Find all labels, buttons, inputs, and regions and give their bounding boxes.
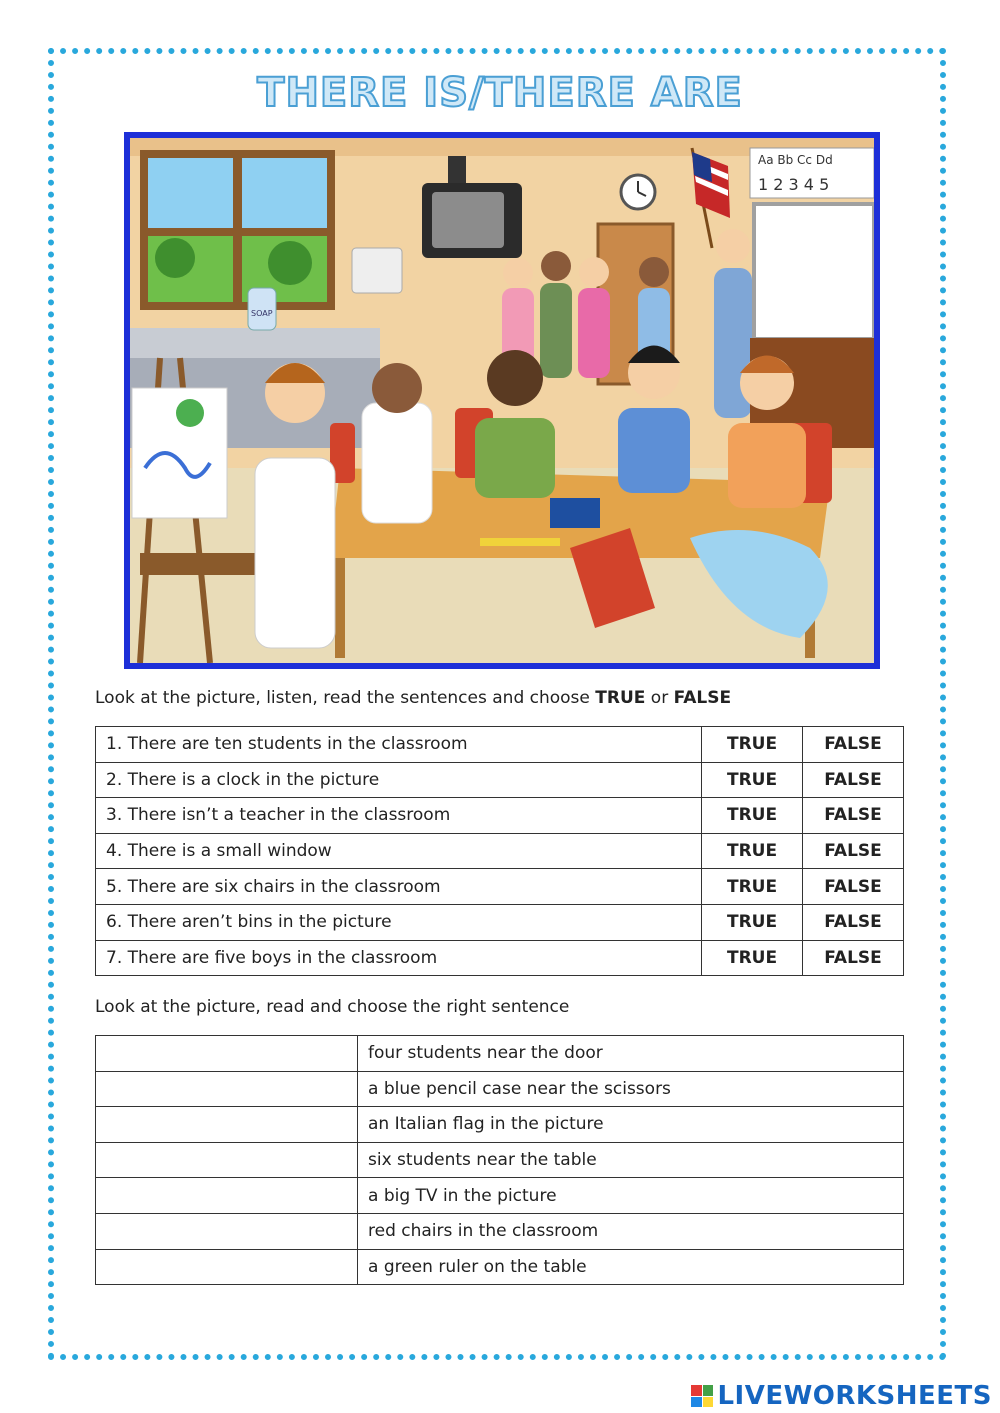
classroom-illustration <box>130 138 874 663</box>
table-row <box>96 1249 904 1285</box>
table-row <box>96 1178 904 1214</box>
table-row <box>96 1142 904 1178</box>
phrase-cell: six students near the table <box>358 1142 904 1178</box>
false-option[interactable]: FALSE <box>803 904 904 940</box>
sentence-cell: 2. There is a clock in the picture <box>96 762 702 798</box>
instruction-true: TRUE <box>595 688 646 708</box>
table-row <box>96 1107 904 1143</box>
phrase-cell: red chairs in the classroom <box>358 1213 904 1249</box>
classroom-picture <box>124 132 880 669</box>
table-row <box>96 727 904 763</box>
liveworksheets-logo <box>691 1383 992 1409</box>
sentence-cell: 1. There are ten students in the classroom <box>96 727 702 763</box>
clock <box>621 175 655 209</box>
table-row <box>96 833 904 869</box>
sentence-cell: 7. There are five boys in the classroom <box>96 940 702 976</box>
answer-dropdown[interactable] <box>96 1071 358 1107</box>
false-option[interactable]: FALSE <box>803 869 904 905</box>
phrase-cell: a green ruler on the table <box>358 1249 904 1285</box>
logo-badge-icon <box>691 1385 713 1407</box>
table-row <box>96 869 904 905</box>
table-row <box>96 904 904 940</box>
true-option[interactable]: TRUE <box>702 940 803 976</box>
answer-dropdown[interactable] <box>96 1036 358 1072</box>
false-option[interactable]: FALSE <box>803 798 904 834</box>
table-row <box>96 1213 904 1249</box>
alphabet-strip: Aa Bb Cc Dd <box>758 153 833 167</box>
true-option[interactable]: TRUE <box>702 904 803 940</box>
instruction-or: or <box>645 688 674 708</box>
table-row <box>96 1036 904 1072</box>
answer-dropdown[interactable] <box>96 1107 358 1143</box>
instructions-true-false <box>95 688 731 708</box>
soap-label: SOAP <box>251 309 273 318</box>
instruction-text: Look at the picture, listen, read the sentences and choose <box>95 688 596 708</box>
phrase-cell: an Italian flag in the picture <box>358 1107 904 1143</box>
answer-dropdown[interactable] <box>96 1249 358 1285</box>
phrase-cell: a blue pencil case near the scissors <box>358 1071 904 1107</box>
number-strip: 1 2 3 4 5 <box>758 175 830 194</box>
instructions-choose-sentence: Look at the picture, read and choose the right sentence <box>95 997 570 1017</box>
false-option[interactable]: FALSE <box>803 727 904 763</box>
sentence-cell: 4. There is a small window <box>96 833 702 869</box>
true-option[interactable]: TRUE <box>702 727 803 763</box>
false-option[interactable]: FALSE <box>803 833 904 869</box>
choose-sentence-table <box>95 1035 904 1285</box>
true-option[interactable]: TRUE <box>702 833 803 869</box>
sentence-cell: 3. There isn’t a teacher in the classroom <box>96 798 702 834</box>
table-row <box>96 940 904 976</box>
answer-dropdown[interactable] <box>96 1213 358 1249</box>
logo-text: LIVEWORKSHEETS <box>717 1381 992 1411</box>
sentence-cell: 6. There aren’t bins in the picture <box>96 904 702 940</box>
table-row <box>96 1071 904 1107</box>
sentence-cell: 5. There are six chairs in the classroom <box>96 869 702 905</box>
false-option[interactable]: FALSE <box>803 940 904 976</box>
phrase-cell: four students near the door <box>358 1036 904 1072</box>
true-false-table <box>95 726 904 976</box>
true-option[interactable]: TRUE <box>702 798 803 834</box>
true-option[interactable]: TRUE <box>702 869 803 905</box>
true-option[interactable]: TRUE <box>702 762 803 798</box>
table-row <box>96 798 904 834</box>
worksheet-title: THERE IS/THERE ARE <box>257 70 743 116</box>
answer-dropdown[interactable] <box>96 1178 358 1214</box>
instruction-false: FALSE <box>673 688 732 708</box>
table-row <box>96 762 904 798</box>
phrase-cell: a big TV in the picture <box>358 1178 904 1214</box>
false-option[interactable]: FALSE <box>803 762 904 798</box>
answer-dropdown[interactable] <box>96 1142 358 1178</box>
window <box>140 150 335 310</box>
